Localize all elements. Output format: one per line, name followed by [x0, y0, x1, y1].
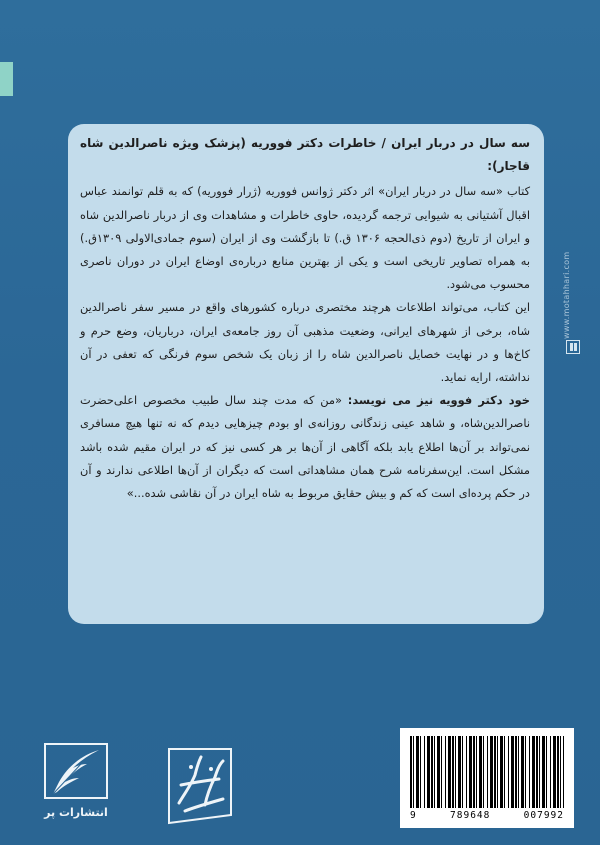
- side-badge-icon: [566, 340, 580, 354]
- side-url-text: www.motahhari.com: [562, 251, 571, 339]
- publisher-logo-par: [36, 742, 116, 819]
- feather-icon: [41, 742, 111, 800]
- barcode-digit-middle: 789648: [450, 810, 491, 821]
- barcode-digit-first: 9: [410, 810, 417, 821]
- description-panel: [68, 124, 544, 624]
- publisher-par-label: انتشارات پر: [44, 806, 108, 819]
- publisher-logo-albayan: [160, 745, 240, 831]
- paragraph-intro: کتاب «سه سال در دربار ایران» اثر دکتر ژوانس فووریه (ژرار فووریه) که به قلم توانمند عباس اقبال آشتیانی به شیوایی ترجمه گردیده، حاوی خاطرات و مشاهدات وی از دربار ناصرالدین شاه و ایران از تاریخ (دوم ذی‌الحجه ۱۳۰۶ ق.) تا بازگشت وی از ایران (سوم جمادی‌الاولی ۱۳۰۹ق.) به همراه تصاویر تاریخی است و یکی از بهترین منابع درباره‌ی اوضاع ایران در دوران ناصری محسوب می‌شود.: [80, 184, 530, 292]
- barcode-digits: [410, 810, 564, 821]
- isbn-barcode: [400, 728, 574, 828]
- barcode-digit-last: 007992: [523, 810, 564, 821]
- albayan-emblem-icon: [161, 745, 239, 827]
- spine-accent-bar: [0, 62, 13, 96]
- quote-lead: خود دکتر فوویه نیز می نویسد:: [347, 393, 530, 408]
- barcode-bars: [410, 736, 564, 808]
- paragraph-quote: [80, 389, 530, 505]
- book-title: سه سال در دربار ایران / خاطرات دکتر فووریه (پزشک ویژه ناصرالدین شاه قاجار):: [80, 136, 530, 174]
- paragraph-content: این کتاب، می‌تواند اطلاعات هرچند مختصری درباره کشورهای واقع در مسیر سفر ناصرالدین شاه، برخی از شهرهای ایرانی، وضعیت مذهبی آن روز جامعه‌ی ایران، درباریان، وضع حرم و کاخ‌ها و در نهایت خصایل ناصرالدین شاه را از زبان یک شخص سوم فرنگی که تعفی در آن نداشته، ارایه نماید.: [80, 300, 530, 385]
- quote-text: «من که مدت چند سال طبیب مخصوص اعلی‌حضرت ناصرالدین‌شاه، و شاهد عینی زندگانی روزانه‌ی او بودم چیزهایی دیدم که نه تنها هیچ مسافری نمی‌تواند بر آن‌ها اطلاع یابد بلکه آگاهی از آن‌ها بر هر کسی نیز که در ایران مقیم شده باشد مشکل است. این‌سفرنامه شرح همان مشاهداتی است که دیگران از آن‌ها اطلاعی ندارند و آن در حکم پرده‌ای است که کم و بیش حقایق مربوط به شاه ایران در آن نقاشی شده...»: [80, 393, 530, 501]
